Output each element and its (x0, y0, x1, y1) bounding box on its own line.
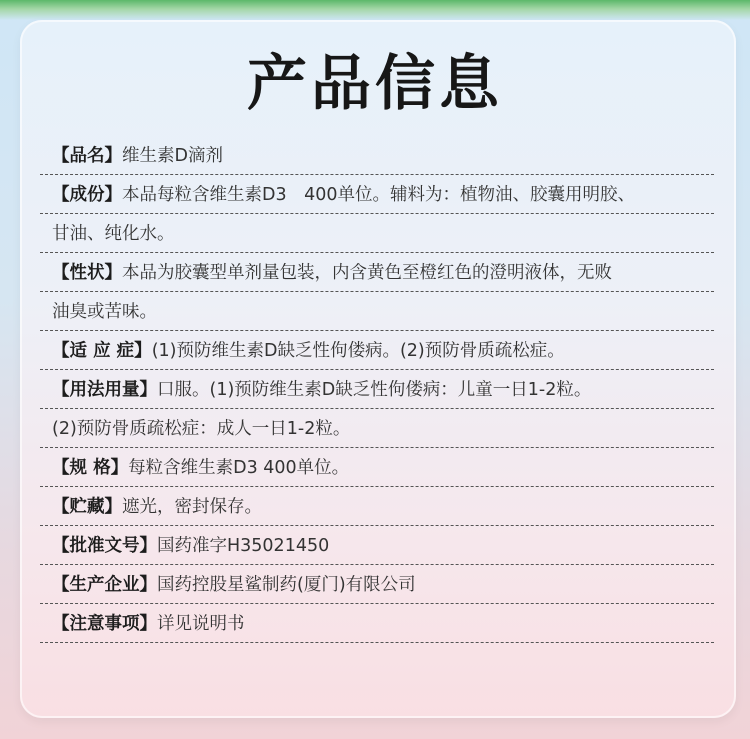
info-value: 国药准字H35021450 (157, 536, 330, 556)
info-row-approval-number (40, 526, 714, 565)
info-row-name (40, 136, 714, 175)
info-row-dosage-cont (40, 409, 714, 448)
info-value: 每粒含维生素D3 400单位。 (128, 458, 350, 478)
info-label: 【批准文号】 (52, 536, 157, 556)
info-value: 油臭或苦味。 (52, 302, 157, 322)
info-label: 【适 应 症】 (52, 341, 152, 361)
info-row-appearance-cont (40, 292, 714, 331)
info-row-storage (40, 487, 714, 526)
info-label: 【用法用量】 (52, 380, 157, 400)
info-value: 本品每粒含维生素D3 400单位。辅料为：植物油、胶囊用明胶、 (122, 185, 636, 205)
info-value: (2)预防骨质疏松症：成人一日1-2粒。 (52, 419, 351, 439)
info-value: 维生素D滴剂 (122, 146, 223, 166)
info-label: 【生产企业】 (52, 575, 157, 595)
product-info-list (40, 136, 714, 643)
page-title: 产品信息 (247, 49, 503, 119)
info-label: 【成份】 (52, 185, 122, 205)
info-row-ingredients (40, 175, 714, 214)
dashed-divider (40, 642, 714, 643)
info-value: 遮光，密封保存。 (122, 497, 262, 517)
info-row-ingredients-cont (40, 214, 714, 253)
info-row-appearance (40, 253, 714, 292)
info-label: 【注意事项】 (52, 614, 157, 634)
info-row-indications (40, 331, 714, 370)
info-row-dosage (40, 370, 714, 409)
info-label: 【性状】 (52, 263, 122, 283)
info-value: (1)预防维生素D缺乏性佝偻病。(2)预防骨质疏松症。 (151, 341, 565, 361)
info-value: 本品为胶囊型单剂量包装，内含黄色至橙红色的澄明液体，无败 (122, 263, 612, 283)
top-banner-strip (0, 0, 750, 20)
info-label: 【贮藏】 (52, 497, 122, 517)
info-label: 【规 格】 (52, 458, 129, 478)
info-value: 甘油、纯化水。 (52, 224, 175, 244)
info-row-manufacturer (40, 565, 714, 604)
info-label: 【品名】 (52, 146, 122, 166)
info-value: 详见说明书 (157, 614, 245, 634)
info-row-precautions (40, 604, 714, 643)
info-value: 国药控股星鲨制药(厦门)有限公司 (157, 575, 416, 595)
info-row-specification (40, 448, 714, 487)
info-value: 口服。(1)预防维生素D缺乏性佝偻病：儿童一日1-2粒。 (157, 380, 592, 400)
